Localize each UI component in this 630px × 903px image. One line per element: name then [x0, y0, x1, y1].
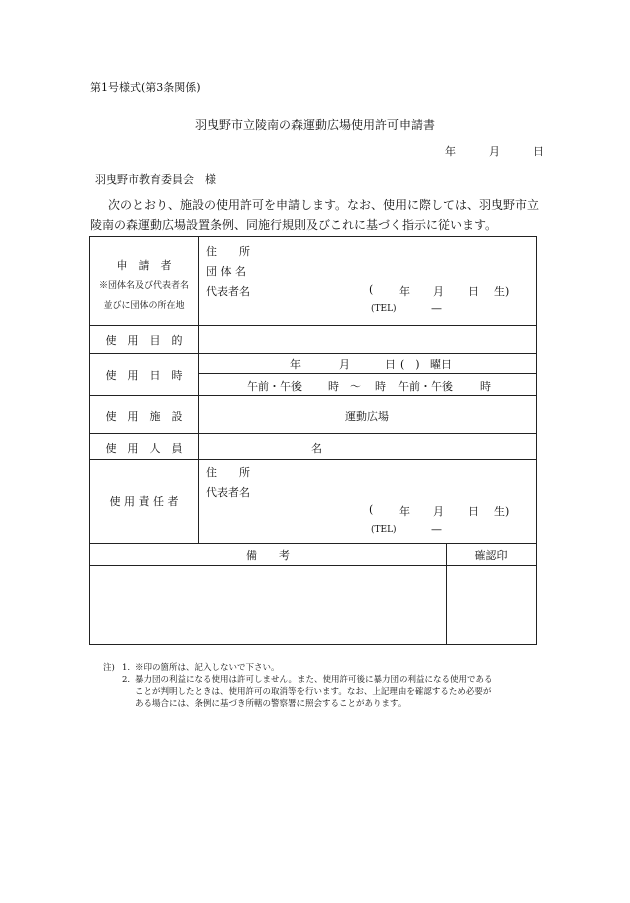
- note-2-line-2: ことが判明したときは、使用許可の取消等を行います。なお、上記理由を確認するため必要が: [135, 687, 492, 697]
- date-day-label: 日: [533, 145, 544, 158]
- responsible-rep-label: 代表者名: [206, 486, 250, 499]
- responsible-birth-open: (: [369, 503, 374, 516]
- applicant-label: 申 請 者: [116, 259, 172, 272]
- note-1: ※印の箇所は、記入しないで下さい。: [135, 663, 280, 673]
- applicant-note-1: ※団体名及び代表者名: [98, 281, 189, 291]
- use-time-end-ampm: 午前・午後: [398, 380, 453, 393]
- applicant-note-2: 並びに団体の所在地: [103, 301, 185, 311]
- confirm-stamp-label: 確認印: [474, 549, 508, 562]
- form-number-label: 第1号様式(第3条関係): [90, 81, 201, 94]
- responsible-tel-label: (TEL): [371, 525, 397, 535]
- applicant-birth-year: 年: [399, 285, 410, 298]
- date-year-label: 年: [445, 145, 456, 158]
- use-date-weekday-suffix: 曜日: [430, 358, 452, 371]
- use-date-month: 月: [339, 358, 350, 371]
- intro-line-1: 次のとおり、施設の使用許可を申請します。なお、使用に際しては、羽曳野市立: [108, 198, 540, 212]
- responsible-birth-year: 年: [399, 505, 410, 518]
- applicant-birth-open: (: [369, 283, 374, 296]
- applicant-group-label: 団 体 名: [206, 265, 246, 278]
- page-title: 羽曳野市立陵南の森運動広場使用許可申請書: [194, 118, 435, 132]
- responsible-address-label: 住 所: [206, 466, 250, 479]
- intro-line-2: 陵南の森運動広場設置条例、同施行規則及びこれに基づく指示に従います。: [90, 218, 498, 232]
- applicant-tel-dash: —: [431, 302, 442, 315]
- applicant-birth-month: 月: [433, 285, 444, 298]
- date-month-label: 月: [489, 145, 500, 158]
- note-2-line-1: 暴力団の利益になる使用は許可しません。また、使用許可後に暴力団の利益になる使用である: [135, 675, 493, 685]
- use-time-mid-hour: 時: [375, 380, 386, 393]
- responsible-birth-suffix: 生): [494, 505, 510, 518]
- use-date-day: 日: [385, 358, 396, 371]
- purpose-label: 使 用 目 的: [105, 334, 183, 347]
- facility-value: 運動広場: [345, 410, 389, 423]
- responsible-birth-day: 日: [468, 505, 479, 518]
- applicant-address-label: 住 所: [206, 245, 250, 258]
- application-form-table: [89, 236, 537, 645]
- applicant-tel-label: (TEL): [371, 304, 397, 314]
- use-date-year: 年: [290, 358, 301, 371]
- application-date: [445, 143, 544, 159]
- people-unit: 名: [311, 442, 322, 455]
- note-2-line-3: ある場合には、条例に基づき所轄の警察署に照会することがあります。: [135, 699, 407, 709]
- people-label: 使 用 人 員: [105, 442, 183, 455]
- note-1-number: 1.: [122, 663, 131, 673]
- use-time-tilde: 〜: [350, 380, 361, 393]
- datetime-label: 使 用 日 時: [105, 369, 183, 382]
- responsible-label: 使 用 責 任 者: [109, 495, 179, 508]
- facility-label: 使 用 施 設: [105, 410, 183, 423]
- use-time-start-hour: 時: [328, 380, 339, 393]
- use-time-start-ampm: 午前・午後: [247, 380, 302, 393]
- applicant-birth-day: 日: [468, 285, 479, 298]
- applicant-rep-label: 代表者名: [206, 285, 250, 298]
- applicant-birth-suffix: 生): [494, 285, 510, 298]
- use-time-end-hour: 時: [480, 380, 491, 393]
- addressee: 羽曳野市教育委員会 様: [95, 173, 216, 186]
- use-date-weekday-paren: ( ): [400, 358, 420, 371]
- remarks-label: 備 考: [246, 549, 290, 562]
- responsible-tel-dash: —: [431, 523, 442, 536]
- note-2-number: 2.: [122, 675, 131, 685]
- notes-prefix: 注): [103, 663, 115, 673]
- responsible-birth-month: 月: [433, 505, 444, 518]
